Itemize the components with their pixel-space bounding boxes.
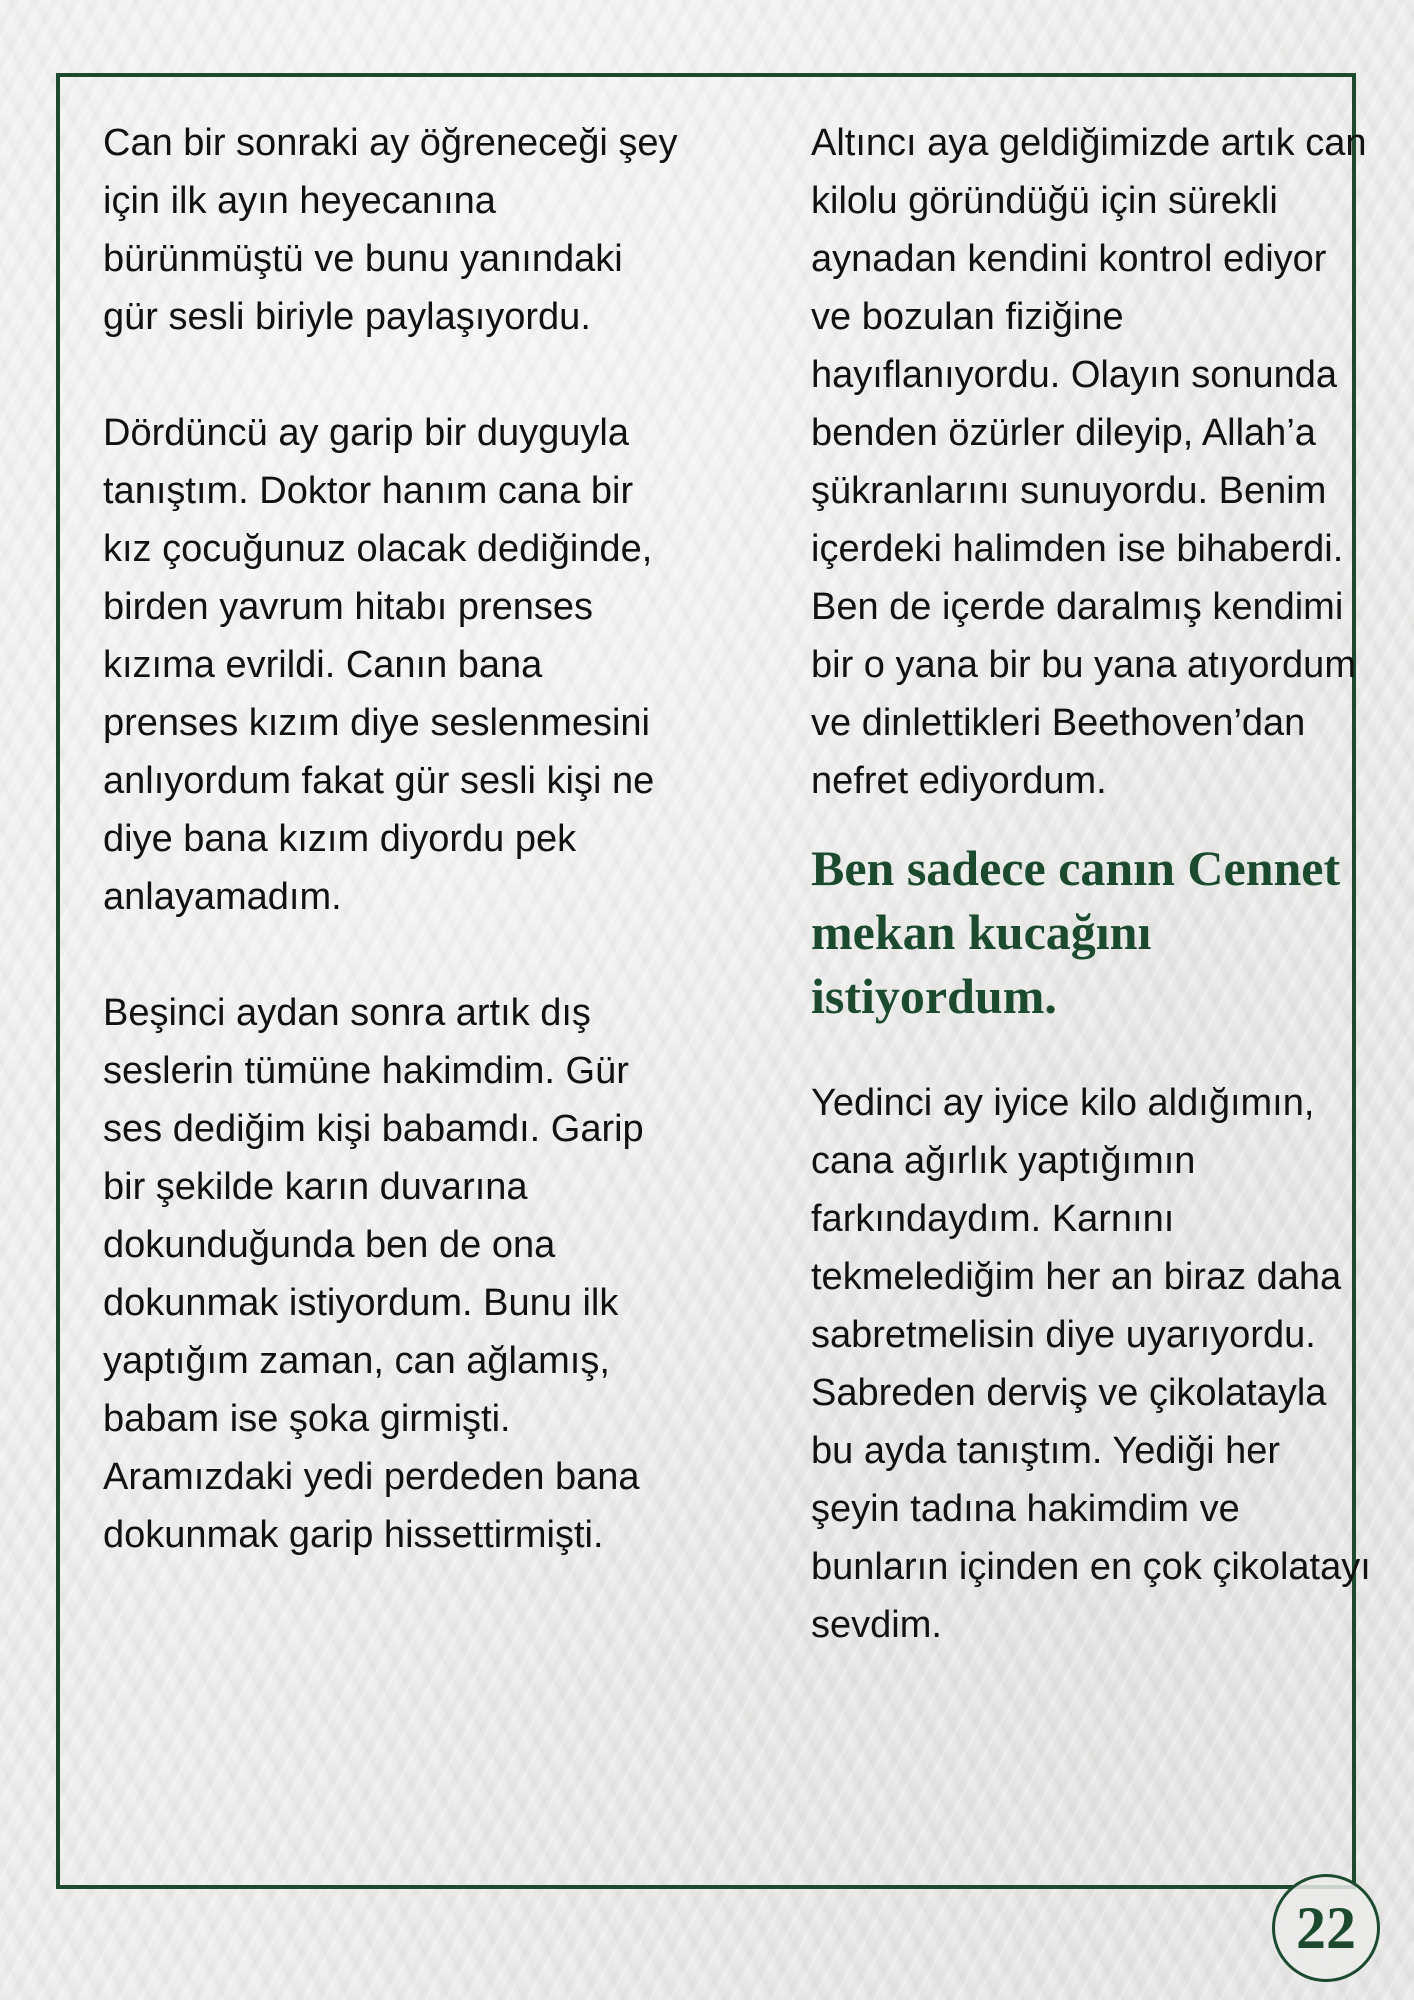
paragraph-month-five: Beşinci aydan sonra artık dış seslerin tümüne hakimdim. Gür ses dediğim kişi babamdı. Garip bir şekilde karın duvarına dokunduğunda ben de ona dokunmak istiyordum. Bunu ilk yaptığım zaman, can ağlamış, babam ise şoka girmişti. Aramızdaki yedi perdeden bana dokunmak garip hissettirmişti.	[103, 992, 644, 1556]
paragraph-month-seven: Yedinci ay iyice kilo aldığımın, cana ağırlık yaptığımın farkındaydım. Karnını tekmelediğim her an biraz daha sabretmelisin diye uyarıyordu. Sabreden derviş ve çikolatayla bu ayda tanıştım. Yediği her şeyin tadına hakimdim ve bunların içinden en çok çikolatayı sevdim.	[811, 1082, 1371, 1646]
page-number-badge	[1272, 1874, 1380, 1982]
left-text-column	[103, 114, 683, 1564]
paragraph-month-one: Can bir sonraki ay öğreneceği şey için ilk ayın heyecanına bürünmüştü ve bunu yanındaki gür sesli biriyle paylaşıyordu.	[103, 122, 678, 338]
right-text-column	[811, 114, 1371, 1654]
paragraph-month-six: Altıncı aya geldiğimizde artık can kilolu göründüğü için sürekli aynadan kendini kontrol ediyor ve bozulan fiziğine hayıflanıyordu. Olayın sonunda benden özürler dileyip, Allah’a şükranlarını sunuyordu. Benim içerdeki halimden ise bihaberdi. Ben de içerde daralmış kendimi bir o yana bir bu yana atıyordum ve dinlettikleri Beethoven’dan nefret ediyordum.	[811, 122, 1367, 802]
page-number: 22	[1296, 1895, 1356, 1961]
pull-quote: Ben sadece canın Cennet mekan kucağını istiyordum.	[811, 840, 1341, 1024]
paragraph-month-four: Dördüncü ay garip bir duyguyla tanıştım. Doktor hanım cana bir kız çocuğunuz olacak dediğinde, birden yavrum hitabı prenses kızıma evrildi. Canın bana prenses kızım diye seslenmesini anlıyordum fakat gür sesli kişi ne diye bana kızım diyordu pek anlayamadım.	[103, 412, 655, 918]
